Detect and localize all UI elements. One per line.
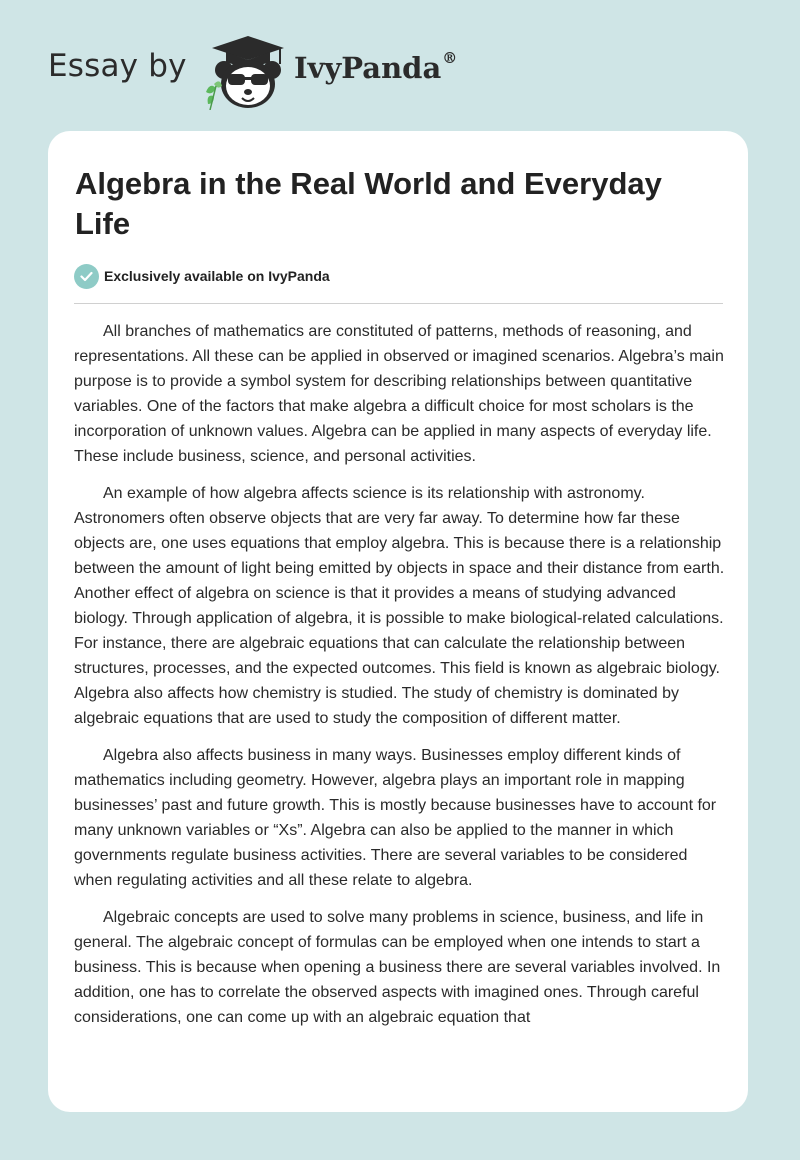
brand-name-text: IvyPanda <box>294 51 442 85</box>
essay-card <box>48 131 748 1112</box>
check-circle-icon <box>74 264 99 289</box>
registered-mark: ® <box>442 49 458 68</box>
paragraph: All branches of mathematics are constituted of patterns, methods of reasoning, and representations. All these can be applied in observed or imagined scenarios. Algebra’s main purpose is to provide a symbol system for describing relationships between quantitative variables. One of the factors that make algebra a difficult choice for most scholars is the incorporation of unknown values. Algebra can be applied in many aspects of everyday life. These include business, science, and personal activities. <box>74 323 724 465</box>
site-header <box>0 0 800 130</box>
paragraph: Algebraic concepts are used to solve many problems in science, business, and life in general. The algebraic concept of formulas can be employed when one intends to start a business. This is because when opening a business there are several variables involved. In addition, one has to correlate the observed aspects with imagined ones. Through careful considerations, one can come up with an algebraic equation that <box>74 909 721 1026</box>
brand-name[interactable] <box>294 51 457 85</box>
essay-body <box>74 319 725 1089</box>
paragraph: An example of how algebra affects science is its relationship with astronomy. Astronomers often observe objects that are very far away. To determine how far these objects are, one uses equations that employ algebra. This is because there is a relationship between the amount of light being emitted by objects in space and their distance from earth. Another effect of algebra on science is that it provides a means of studying advanced biology. Through application of algebra, it is possible to make biological-related calculations. For instance, there are algebraic equations that can calculate the relationship between structures, processes, and the expected outcomes. This field is known as algebraic biology. Algebra also affects how chemistry is studied. The study of chemistry is dominated by algebraic equations that are used to study the composition of different matter. <box>74 485 725 727</box>
essay-title: Algebra in the Real World and Everyday Life <box>75 166 662 241</box>
essay-by-label: Essay by <box>48 48 187 84</box>
exclusive-badge <box>74 263 330 289</box>
divider <box>74 303 723 304</box>
exclusive-badge-text: Exclusively available on IvyPanda <box>104 268 330 284</box>
panda-graduate-logo-icon[interactable] <box>200 34 292 110</box>
paragraph: Algebra also affects business in many ways. Businesses employ different kinds of mathematics including geometry. However, algebra plays an important role in mapping businesses’ past and future growth. This is mostly because businesses have to account for many unknown variables or “Xs”. Algebra can also be applied to the manner in which governments regulate business activities. There are several variables to be considered when regulating activities and all these relate to algebra. <box>74 747 717 889</box>
